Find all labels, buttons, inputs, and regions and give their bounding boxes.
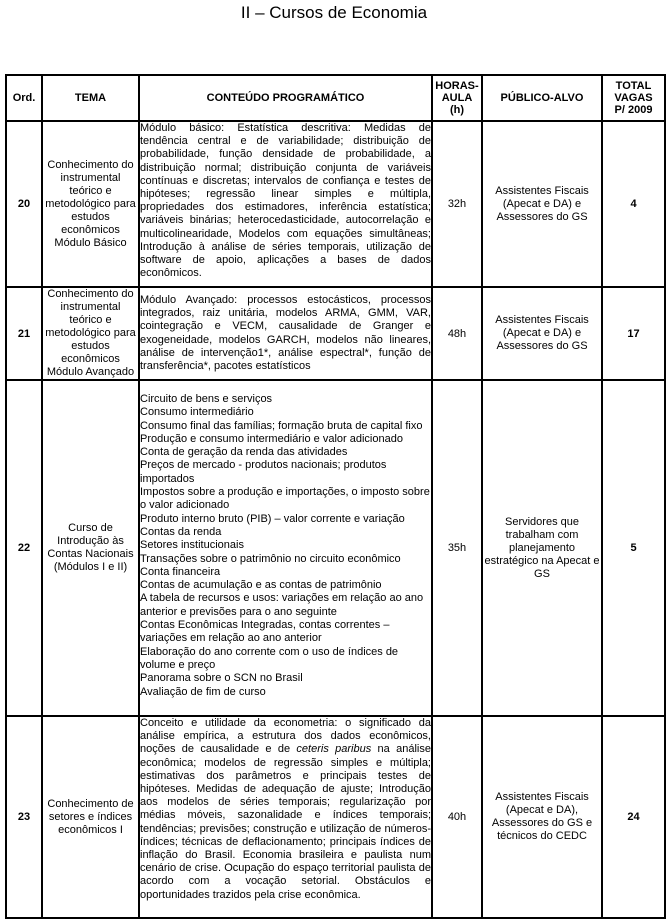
table-row xyxy=(6,716,665,918)
row-vagas: 4 xyxy=(602,121,665,287)
conteudo-line: Contas Econômicas Integradas, contas correntes – variações em relação ao ano anterior xyxy=(140,619,390,645)
header-publico: PÚBLICO-ALVO xyxy=(482,75,602,121)
table-row xyxy=(6,287,665,380)
row-tema: Conhecimento de setores e índices econômicos I xyxy=(42,716,139,918)
conteudo-line: Contas da renda xyxy=(140,525,222,538)
row-ord: 23 xyxy=(6,716,42,918)
row-vagas: 17 xyxy=(602,287,665,380)
header-vagas: TOTAL VAGAS P/ 2009 xyxy=(602,75,665,121)
conteudo-line: Produção e consumo intermediário e valor adicionado xyxy=(140,432,403,445)
conteudo-text-post: na análise econômica; modelos de regressão simples e múltipla; estimativas dos parâmetros e principais testes de hipóteses. Medidas de adequação de ajuste; Introdução aos modelos de séries temporais; regularização por médias móveis, sazonalidade e índices temporais; tendências; previsões; construção e utilização de números-índices; técnicas de deflacionamento; principais índices de inflação do Brasil. Economia brasileira e paulista num cenário de crise. Ocupação do espaço territorial paulista de acordo com a vocação setorial. Obstáculos e oportunidades trazidos pela crise econômica. xyxy=(140,743,431,901)
table-row xyxy=(6,380,665,716)
header-horas: HORAS- AULA (h) xyxy=(432,75,482,121)
conteudo-text-italic: ceteris paribus xyxy=(296,743,372,756)
row-conteudo xyxy=(139,380,432,716)
row-conteudo xyxy=(139,716,432,918)
table-header-row xyxy=(6,75,665,121)
row-horas: 35h xyxy=(432,380,482,716)
row-publico: Assistentes Fiscais (Apecat e DA) e Assessores do GS xyxy=(482,287,602,380)
conteudo-line: Contas de acumulação e as contas de patrimônio xyxy=(140,579,382,592)
conteudo-line: Consumo final das famílias; formação bruta de capital fixo xyxy=(140,419,423,432)
conteudo-line: Produto interno bruto (PIB) – valor corrente e variação xyxy=(140,512,405,525)
conteudo-line: Panorama sobre o SCN no Brasil xyxy=(140,672,303,685)
conteudo-line: Elaboração do ano corrente com o uso de índices de volume e preço xyxy=(140,645,399,671)
header-ord: Ord. xyxy=(6,75,42,121)
row-ord: 21 xyxy=(6,287,42,380)
row-ord: 22 xyxy=(6,380,42,716)
conteudo-line: Conta financeira xyxy=(140,565,221,578)
row-publico: Assistentes Fiscais (Apecat e DA) e Assessores do GS xyxy=(482,121,602,287)
row-vagas: 24 xyxy=(602,716,665,918)
conteudo-text-pre: Conceito e utilidade da econometria: o significado da análise empírica, a estrutura dos dados econômicos, noções de causalidade e de xyxy=(140,717,431,756)
row-tema: Conhecimento do instrumental teórico e metodológico para estudos econômicos Módulo Avançado xyxy=(42,287,139,380)
courses-table xyxy=(5,74,666,919)
conteudo-line: Circuito de bens e serviços xyxy=(140,393,273,405)
row-horas: 32h xyxy=(432,121,482,287)
page-title: II – Cursos de Economia xyxy=(240,3,428,22)
row-ord: 20 xyxy=(6,121,42,287)
conteudo-line: Conta de geração da renda das atividades xyxy=(140,446,348,459)
header-conteudo: CONTEÚDO PROGRAMÁTICO xyxy=(139,75,432,121)
row-horas: 40h xyxy=(432,716,482,918)
row-conteudo: Módulo Avançado: processos estocásticos, processos integrados, raiz unitária, modelos ARMA, GMM, VAR, cointegração e VECM, causalidade de Granger e exogeneidade, modelos GARCH, modelos não lineares, análise de intervenção1*, análise espectral*, função de transferência*, pacotes estatísticos xyxy=(139,287,432,380)
row-conteudo: Módulo básico: Estatística descritiva: Medidas de tendência central e de variabilidade; distribuição de probabilidade, função densidade de probabilidade, a distribuição normal; distribuição conjunta de variáveis contínuas e discretas; intervalos de confiança e testes de hipóteses; regressão linear simples e múltipla, propriedades dos estimadores, inferência estatística; variáveis binárias; heterocedasticidade, autocorrelação e multicolinearidade, Modelos com equações simultâneas; Introdução à análise de séries temporais, utilização de software de apoio, aplicações a bases de dados econômicos. xyxy=(139,121,432,287)
row-tema: Curso de Introdução às Contas Nacionais (Módulos I e II) xyxy=(42,380,139,716)
row-publico: Assistentes Fiscais (Apecat e DA), Assessores do GS e técnicos do CEDC xyxy=(482,716,602,918)
conteudo-line: Preços de mercado - produtos nacionais; produtos importados xyxy=(140,459,387,485)
row-vagas: 5 xyxy=(602,380,665,716)
row-publico: Servidores que trabalham com planejamento estratégico na Apecat e GS xyxy=(482,380,602,716)
conteudo-line: Impostos sobre a produção e importações, o imposto sobre o valor adicionado xyxy=(140,486,430,512)
row-tema: Conhecimento do instrumental teórico e metodológico para estudos econômicos Módulo Básico xyxy=(42,121,139,287)
header-tema: TEMA xyxy=(42,75,139,121)
row-horas: 48h xyxy=(432,287,482,380)
table-row xyxy=(6,121,665,287)
conteudo-line: Transações sobre o patrimônio no circuito econômico xyxy=(140,552,401,565)
conteudo-line: A tabela de recursos e usos: variações em relação ao ano anterior e previsões para o ano seguinte xyxy=(140,592,424,618)
conteudo-line: Avaliação de fim de curso xyxy=(140,685,266,698)
conteudo-line: Setores institucionais xyxy=(140,539,244,552)
conteudo-line: Consumo intermediário xyxy=(140,406,254,419)
